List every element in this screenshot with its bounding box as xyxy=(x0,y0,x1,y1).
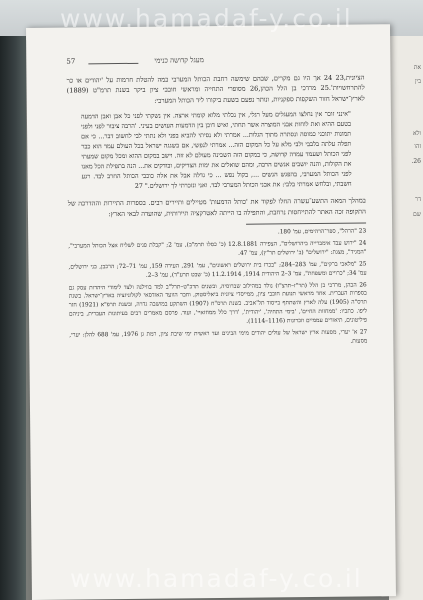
page-header xyxy=(66,54,362,69)
footnote: 25 "מלאכי ברקים", עמ' 283–284; "בכרז בית ירושלים ראשונים", עמ' 291, העידה 159, עמ' 71–72; הרכבן, בני ירושלים, עמ' 34; "כרויים ומשפחת", עמ' 3–2 היהודית 1914, 11.2.1914 (כ' שבט תרע"ד), עמ' 3–2. xyxy=(68,261,367,279)
running-head: מעגל קדושה כנימי xyxy=(154,56,204,65)
header-rule xyxy=(88,63,138,65)
book-page xyxy=(26,24,396,600)
edge-text: דר xyxy=(415,196,421,203)
footnote: 27 א' יערי, מסעות ארץ ישראל של עולים יהודים מימי הבינים ועד ראשית ימי שיבת ציון, רמת גן 1976, עמ' 688 להלן: יערי, מסעות. xyxy=(69,329,368,345)
edge-text: שם xyxy=(413,211,421,218)
edge-text: זהו xyxy=(414,143,421,150)
body-paragraph: במהלך המאה התשע־עשרה החלו לפקוד את 'כותל הדמעות' מטיילים ותיירים רבים. בספרות התיירות וההדרכה של התקופה זכה האתר להתייחסות נרחבת, והתפילה בו הייתה לאטרקציה תיירותית, שהועדה לבאי הארץ: xyxy=(67,196,366,218)
edge-text: 26. xyxy=(411,158,421,165)
edge-text: את xyxy=(413,64,421,71)
edge-text: ולא xyxy=(413,130,421,137)
background-left-cover xyxy=(0,36,26,600)
block-quote: "אינני זוכר אין נחלצו המעגלים מעל רגלי, אין נכלתי מלוא קומתי ארצה. אין נשקתי לפני כל אבן ואבן הדמעה בטעם ההיא ואת לוחות אבני המוצרה אשר תחתי, ואיש דוכן בין הדמעות העושים בעיני. 'הרבה ציבור לפני ולפני תמונות יתוכני כמוסה ונסתרה מתוך הגלות... אמרתי ולא נסיתי להביא בפני ולא נתתי לבי לחשוב דבר... כי אם תפלה עלתה בלבבי ולבי מלא על כל המקום הזה... אמרתי לנפשי, אם בשגגה ישראל בכל העולם עמד הוא כבר לפני הכותל ושעמד עמדה קדושה, כי במקום הזה השכינה מעולם לא זזה. וישב במקום ההוא ומכל מקום שמעתי את הקולות, והנה יושבים אנשים הרבה, ומהם שואלים את ימות הצדיקים, ובודקים את... הנה בתפילת הכל מאנו לפני הכותל המערבי, בהפגש הנשים ..., בקול נפש ... כי גדלה אבל את אלה כוכבי הכותל החרב לבד. רגע חשבתי, ובלחש אמרתי בלבי: את אבני הכותל המערבי לבד. ואני ונזכרתי לך ירושלים." 27 xyxy=(80,110,352,191)
watermark: www.hamadaf-y.co.il xyxy=(60,4,353,33)
footnote: 26 הכהן, מרדכי בן הלל (תר"ז–תרצ"ו) נולד במהילוב שברוסיה, ובשנים תרכ"ט–תרל"ב למד בווילנה ולצד לימודי היהדות עסק גם בספרות העברית. אחד מראשי תנועת חובבי ציון, ממייסדי ציונית ביאליסטוק, וחבר הוועד האודסאי לקולוניזציה בארץ־ישראל. בשנת תרס"ה (1905) עלה לארץ והשתתף בייסוד תל־אביב. בשנת תרס"ח (1907) השתקע במושבה גדרה, ובשנת תרפ"א (1921) חזר ליפו. כתביו: 'ממחזות החיים', 'בימי התחיה', 'יהודית', 'דרך כלל ממחזאיי', ועוד. פרסם מאמרים רבים בעיתונות העברית, ביניהם פיליטונים, תיאורים עממיים וזכרונות (1116–1114). xyxy=(68,282,368,325)
main-text xyxy=(67,72,368,349)
footnote: 24 "ירוש עבד אימברייה ביהרושלים", הצפירה 12.8.1881 (כ' כסלו תרמ"ב), עמ' 2; "קבלת פנים לשליח אצל הכותל המערבי", "המגיד", מצגת: "ירושלים" (ב' ירושלים תר"ץ), עמ' 47. xyxy=(68,240,367,257)
page-number: 57 xyxy=(66,57,76,66)
footnote: 23 "הרהל", ספר־הרהימים, עמ' 180. xyxy=(277,228,367,236)
watermark: www.hamadaf-y.co.il xyxy=(70,564,363,593)
footnote-divider xyxy=(246,222,366,224)
edge-text: בין xyxy=(415,78,421,85)
body-paragraph: הציונית,23 24 אך היו גם מקרים, שבהם שימשה רחבת הכותל המערבי במה להטלת חרמות על 'יהודים או כר להתרחשויות'.25 מרדכי בן הלל הכהן,26 מסופרי התחייה ומראשי חובבי ציון ביקר בשנת תרמ"ט (1889) לארץ־ישראל חזור השקפות ספקניות, ונותר נפעם בשעת ביקורו ליד הכותל המערבי: xyxy=(66,73,365,105)
